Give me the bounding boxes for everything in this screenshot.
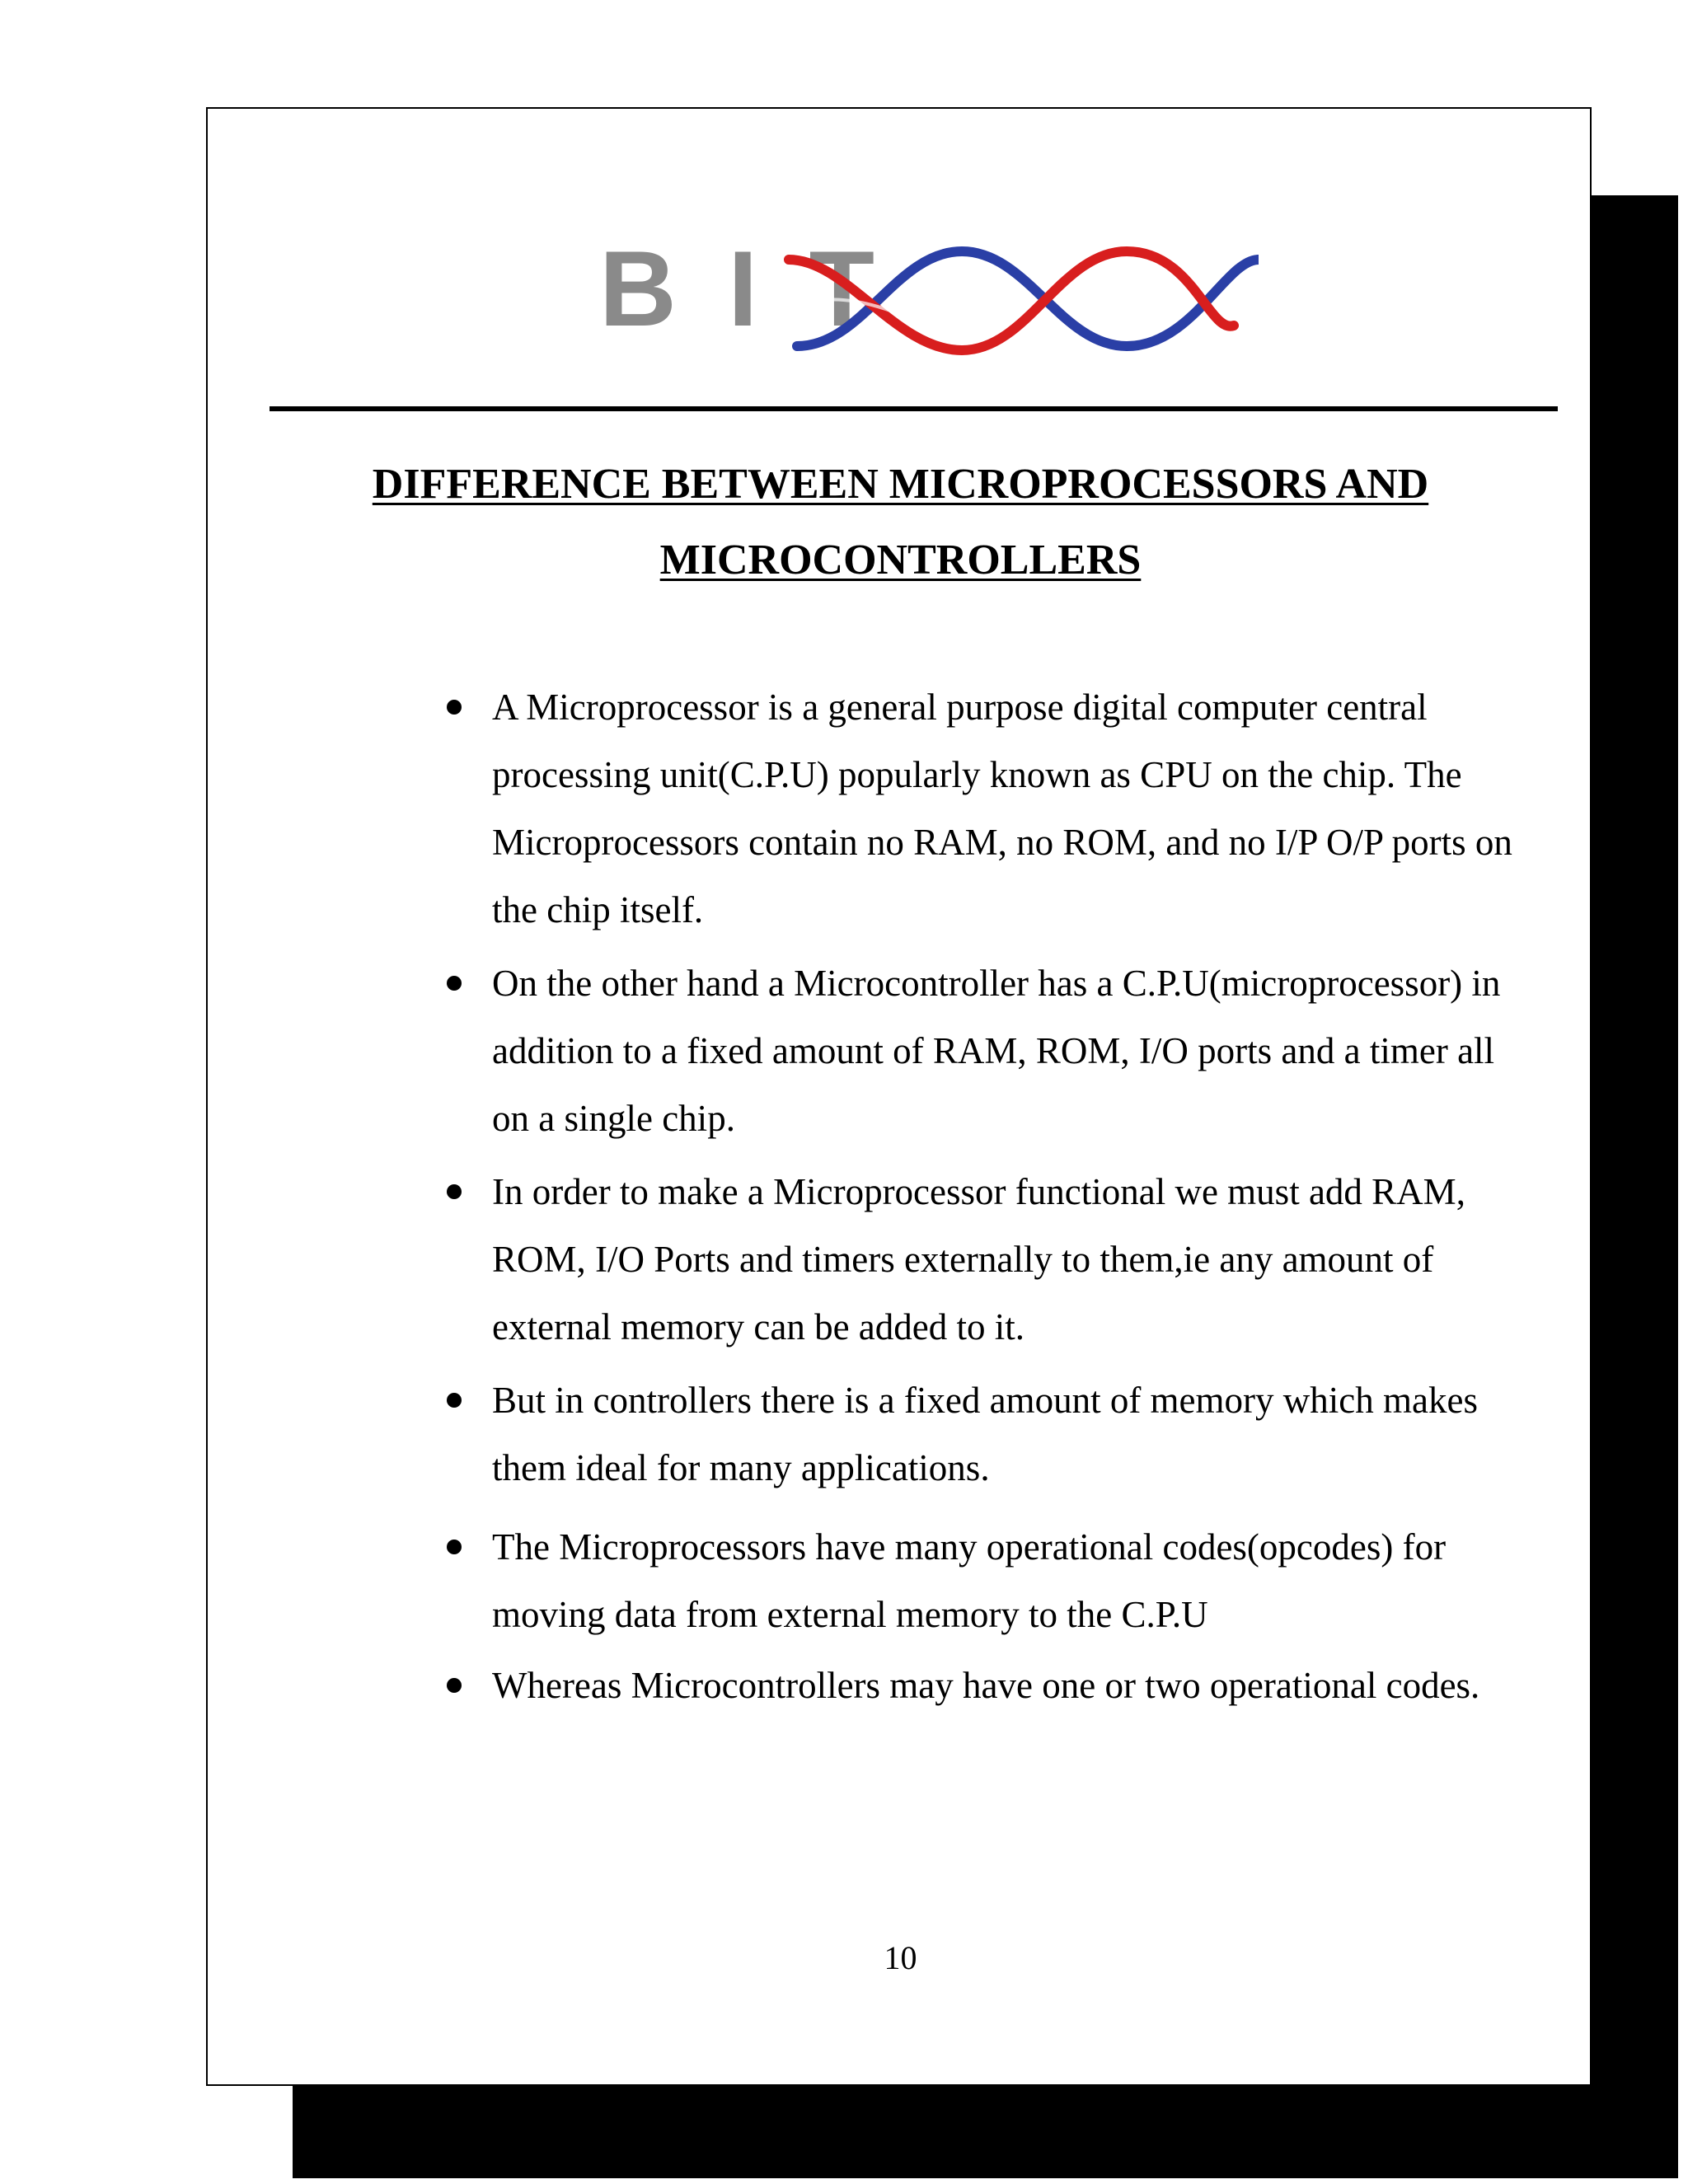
- bullet-icon: [447, 1540, 462, 1554]
- bit-logo: [599, 210, 1259, 375]
- page-number: 10: [884, 1939, 917, 1976]
- bullet-icon: [447, 700, 462, 715]
- bullet-text: Whereas Microcontrollers may have one or two operational codes.: [492, 1665, 1480, 1706]
- list-item: [208, 1513, 1447, 1648]
- title-line-1: DIFFERENCE BETWEEN MICROPROCESSORS AND: [372, 461, 1429, 508]
- page-title: [208, 447, 1593, 598]
- header-rule: [270, 406, 1558, 411]
- list-item: [208, 673, 1512, 944]
- bullet-icon: [447, 1678, 462, 1693]
- logo-text: BIT: [599, 228, 879, 349]
- bullet-icon: [447, 1184, 462, 1199]
- bullet-icon: [447, 976, 462, 991]
- list-item: [208, 1366, 1478, 1502]
- bullet-text: A Microprocessor is a general purpose digital computer central processing unit(C.P.U) popularly known as CPU on the chip. The Microprocessors contain no RAM, no ROM, and no I/P O/P ports on the chip itself.: [492, 687, 1512, 930]
- title-line-2: MICROCONTROLLERS: [659, 537, 1142, 583]
- list-item: [208, 1652, 1480, 1719]
- bullet-text: In order to make a Microprocessor functional we must add RAM, ROM, I/O Ports and timers externally to them,ie any amount of external memory can be added to it.: [492, 1171, 1465, 1347]
- bullet-text: But in controllers there is a fixed amount of memory which makes them ideal for many applications.: [492, 1380, 1478, 1488]
- document-page: [206, 107, 1592, 2086]
- bullet-icon: [447, 1393, 462, 1408]
- list-item: [208, 1158, 1465, 1361]
- bullet-text: The Microprocessors have many operational codes(opcodes) for moving data from external memory to the C.P.U: [492, 1526, 1447, 1635]
- list-item: [208, 949, 1501, 1152]
- bullet-text: On the other hand a Microcontroller has a C.P.U(microprocessor) in addition to a fixed amount of RAM, ROM, I/O ports and a timer all on a single chip.: [492, 963, 1501, 1139]
